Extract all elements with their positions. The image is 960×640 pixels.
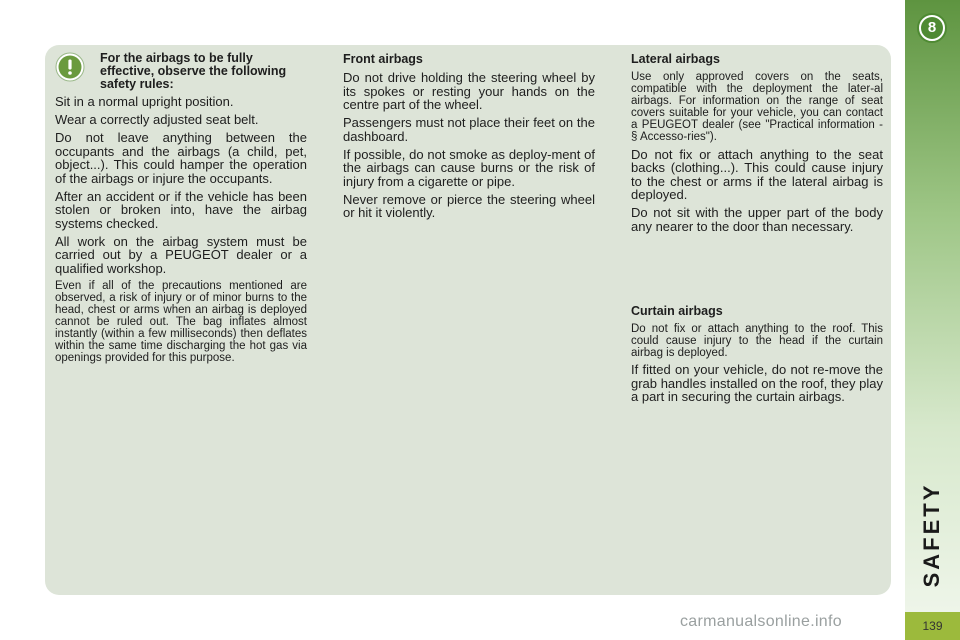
- column-spacer: [631, 238, 883, 304]
- warning-header: [55, 52, 307, 91]
- exclamation-circle-icon: [55, 52, 85, 82]
- lateral-airbags-paragraph: Do not fix or attach anything to the seat backs (clothing...). This could cause injury to the chest or arms if the lateral airbag is deployed.: [631, 146, 883, 202]
- warning-paragraph: Wear a correctly adjusted seat belt.: [55, 112, 259, 127]
- warning-paragraph: All work on the airbag system must be carried out by a PEUGEOT dealer or a qualified workshop.: [55, 233, 307, 276]
- lateral-airbags-paragraph: Do not sit with the upper part of the body any nearer to the door than necessary.: [631, 205, 883, 234]
- page-number: 139: [905, 612, 960, 640]
- front-airbags-paragraph: Do not drive holding the steering wheel by its spokes or resting your hands on the centre part of the wheel.: [343, 70, 595, 112]
- watermark-link[interactable]: carmanualsonline.info: [680, 613, 842, 630]
- warning-column: [55, 52, 307, 368]
- front-airbags-paragraph: If possible, do not smoke as deploy-ment of the airbags can cause burns or the risk of injury from a cigarette or pipe.: [343, 146, 595, 189]
- warning-paragraph: Do not leave anything between the occupants and the airbags (a child, pet, object...). This could hamper the operation of the airbags or injure the occupants.: [55, 130, 307, 186]
- lateral-airbags-heading: Lateral airbags: [631, 52, 720, 66]
- lateral-airbags-paragraph: Use only approved covers on the seats, compatible with the deployment the later-al airbags. For information on the range of seat covers suitable for your vehicle, you can contact a PEUGEOT dealer (see "Practical information - § Accesso-ries").: [631, 71, 883, 143]
- curtain-airbags-heading: Curtain airbags: [631, 303, 723, 318]
- front-airbags-paragraph: Never remove or pierce the steering wheel or hit it violently.: [343, 191, 595, 220]
- warning-paragraph: After an accident or if the vehicle has been stolen or broken into, have the airbag systems checked.: [55, 188, 307, 231]
- warning-paragraph: Sit in a normal upright position.: [55, 94, 234, 109]
- front-airbags-paragraph: Passengers must not place their feet on the dashboard.: [343, 115, 595, 144]
- section-title: SAFETY: [919, 482, 944, 588]
- chapter-badge: [917, 13, 947, 43]
- curtain-airbags-paragraph: Do not fix or attach anything to the roof. This could cause injury to the head if the curtain airbag is deployed.: [631, 322, 883, 359]
- curtain-airbags-paragraph: If fitted on your vehicle, do not re-move the grab handles installed on the roof, they play a part in securing the curtain airbags.: [631, 362, 883, 404]
- warning-title: For the airbags to be fully effective, observe the following safety rules:: [100, 51, 287, 91]
- lateral-curtain-column: [631, 52, 883, 408]
- front-airbags-heading: Front airbags: [343, 52, 423, 66]
- front-airbags-column: [343, 52, 595, 224]
- warning-paragraph: Even if all of the precautions mentioned are observed, a risk of injury or of minor burns to the head, chest or arms when an airbag is deployed cannot be ruled out. The bag inflates almost instantly (within a few milliseconds) then deflates within the same time discharging the hot gas via openings provided for this purpose.: [55, 279, 307, 364]
- chapter-number: 8: [921, 17, 943, 39]
